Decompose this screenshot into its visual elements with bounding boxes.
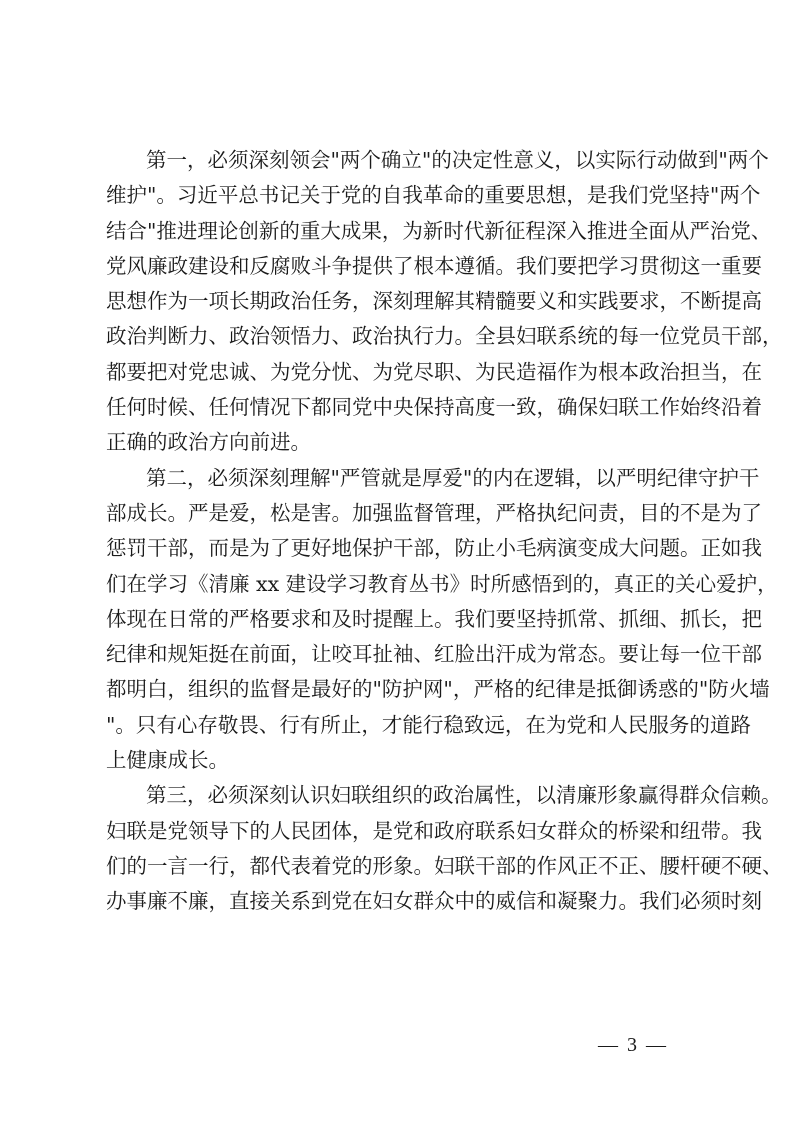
text-line: 维护"。习近平总书记关于党的自我革命的重要思想，是我们党坚持"两个 [106, 183, 761, 208]
text-line: 部成长。严是爱，松是害。加强监督管理，严格执纪问责，目的不是为了 [106, 500, 762, 525]
text-line: 第二，必须深刻理解"严管就是厚爱"的内在逻辑，以严明纪律守护干 [146, 465, 760, 490]
text-line: 思想作为一项长期政治任务，深刻理解其精髓要义和实践要求，不断提高 [106, 289, 762, 314]
text-line: 上健康成长。 [106, 748, 229, 773]
text-line: 惩罚干部，而是为了更好地保护干部，防止小毛病演变成大问题。正如我 [106, 536, 762, 561]
text-line: 妇联是党领导下的人民团体，是党和政府联系妇女群众的桥梁和纽带。我 [106, 818, 762, 843]
text-line: 们的一言一行，都代表着党的形象。妇联干部的作风正不正、腰杆硬不硬、 [106, 853, 783, 878]
text-line: 纪律和规矩挺在前面，让咬耳扯袖、红脸出汗成为常态。要让每一位干部 [106, 642, 762, 667]
text-line: 第一，必须深刻领会"两个确立"的决定性意义，以实际行动做到"两个 [146, 148, 769, 172]
paragraph [106, 143, 783, 461]
text-line: 政治判断力、政治领悟力、政治执行力。全县妇联系统的每一位党员干部， [106, 324, 783, 349]
text-line: 都明白，组织的监督是最好的"防护网"，严格的纪律是抵御诱惑的"防火墙 [106, 677, 770, 702]
text-line: 办事廉不廉，直接关系到党在妇女群众中的威信和凝聚力。我们必须时刻 [106, 889, 762, 914]
text-line: 体现在日常的严格要求和及时提醒上。我们要坚持抓常、抓细、抓长，把 [106, 606, 762, 631]
paragraph [106, 461, 778, 779]
text-line: 正确的政治方向前进。 [106, 430, 311, 455]
paragraph [106, 778, 783, 919]
text-line: 党风廉政建设和反腐败斗争提供了根本遵循。我们要把学习贯彻这一重要 [106, 253, 762, 278]
document-body [106, 143, 783, 920]
text-line: 任何时候、任何情况下都同党中央保持高度一致，确保妇联工作始终沿着 [106, 395, 762, 420]
text-line: 结合"推进理论创新的重大成果，为新时代新征程深入推进全面从严治党、 [106, 218, 772, 243]
text-line: "。只有心存敬畏、行有所止，才能行稳致远，在为党和人民服务的道路 [106, 712, 751, 737]
page-number: — 3 — [598, 1034, 668, 1056]
text-line: 第三，必须深刻认识妇联组织的政治属性，以清廉形象赢得群众信赖。 [146, 783, 782, 808]
text-line: 们在学习《清廉 xx 建设学习教育丛书》时所感悟到的，真正的关心爱护， [106, 571, 778, 596]
text-line: 都要把对党忠诚、为党分忧、为党尽职、为民造福作为根本政治担当，在 [106, 359, 762, 384]
